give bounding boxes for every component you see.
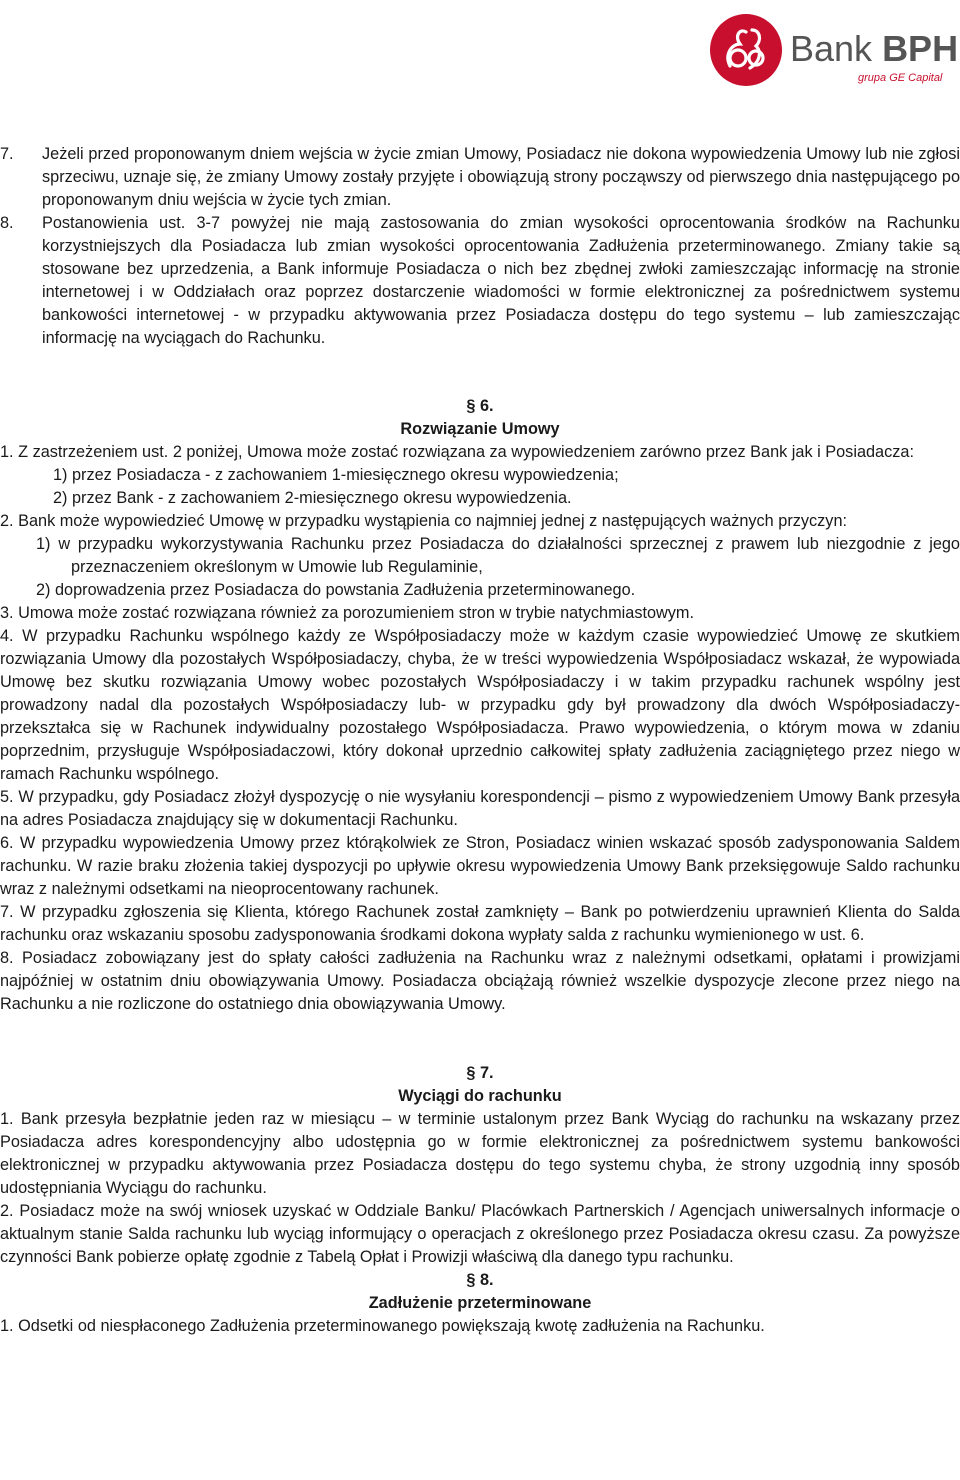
section-7-point-2: 2. Posiadacz może na swój wniosek uzyskać w Oddziale Banku/ Placówkach Partnerskich / Agencjach uniwersalnych informacje o aktualnym stanie Salda rachunku lub wyciąg informujący o operacjach z określonego przez Posiadacza okresu czasu. Za powyższe czynności Bank pobierze opłatę zgodnie z Tabelą Opłat i Prowizji właściwą dla danego typu rachunku. [0,1202,960,1266]
section-6-point-2: 2. Bank może wypowiedzieć Umowę w przypadku wystąpienia co najmniej jednej z następujących ważnych przyczyn: [0,512,848,530]
intro-point-8: 8. Postanowienia ust. 3-7 powyżej nie mają zastosowania do zmian wysokości oprocentowania środków na Rachunku korzystniejszych dla Posiadacza lub zmian wysokości oprocentowania Zadłużenia przeterminowanego. Zmiany takie są stosowane bez uprzedzenia, a Bank informuje Posiadacza o nich bez zbędnej zwłoki zamieszczając informację na stronie internetowej i w Oddziałach oraz poprzez dostarczenie wiadomości w formie elektronicznej za pośrednictwem systemu bankowości internetowej - w przypadku aktywowania przez Posiadacza dostępu do tego systemu – lub zamieszczając informację na wyciągach do Rachunku. [0,214,960,347]
logo-wordmark: Bank BPH [790,28,959,69]
logo-emblem-icon [710,14,782,86]
section-6-point-3: 3. Umowa może zostać rozwiązana również za porozumieniem stron w trybie natychmiastowym. [0,604,695,622]
document-body [0,143,960,1338]
logo-tagline: grupa GE Capital [858,72,943,84]
section-6-number: § 6. [466,397,494,415]
section-6-point-1-item-1: 1) przez Posiadacza - z zachowaniem 1-miesięcznego okresu wypowiedzenia; [53,466,619,484]
section-6-point-6: 6. W przypadku wypowiedzenia Umowy przez którąkolwiek ze Stron, Posiadacz winien wskazać sposób zadysponowania Saldem rachunku. W razie braku złożenia takiej dyspozycji po upływie okresu wypowiedzenia Umowy Bank przeksięgowuje Saldo rachunku wraz z należnymi odsetkami na nieoprocentowany rachunek. [0,834,960,898]
section-7-title: Wyciągi do rachunku [398,1087,562,1105]
section-6-point-2-item-1: 1) w przypadku wykorzystywania Rachunku przez Posiadacza do działalności sprzecznej z prawem lub niezgodnie z jego przeznaczeniem określonym w Umowie lub Regulaminie, [36,535,960,576]
section-6-title: Rozwiązanie Umowy [400,420,560,438]
section-6-point-8: 8. Posiadacz zobowiązany jest do spłaty całości zadłużenia na Rachunku wraz z należnymi odsetkami, opłatami i prowizjami najpóźniej w ostatnim dniu obowiązywania Umowy. Posiadacza obciążają również wszelkie dyspozycje zlecone przez niego na Rachunku a nie rozliczone do ostatniego dnia obowiązywania Umowy. [0,949,960,1013]
section-6-point-2-item-2: 2) doprowadzenia przez Posiadacza do powstania Zadłużenia przeterminowanego. [36,581,636,599]
section-6-point-7: 7. W przypadku zgłoszenia się Klienta, którego Rachunek został zamknięty – Bank po potwierdzeniu uprawnień Klienta do Salda rachunku oraz wskazaniu sposobu zadysponowania środkami dokona wypłaty salda z rachunku wymienionego w ust. 6. [0,903,960,944]
section-7-point-1: 1. Bank przesyła bezpłatnie jeden raz w miesiącu – w terminie ustalonym przez Bank Wyciąg do rachunku na wskazany przez Posiadacza adres korespondencyjny albo udostępnia go w formie elektronicznej za pośrednictwem systemu bankowości elektronicznej w przypadku aktywowania przez Posiadacza dostępu do tego systemu chyba, że strony uzgodnią inny sposób udostępniania Wyciągu do rachunku. [0,1110,960,1197]
section-6-point-1: 1. Z zastrzeżeniem ust. 2 poniżej, Umowa może zostać rozwiązana za wypowiedzeniem zarówno przez Bank jak i Posiadacza: [0,443,914,461]
section-7-number: § 7. [466,1064,494,1082]
section-8-title: Zadłużenie przeterminowane [368,1294,592,1312]
section-6-point-4: 4. W przypadku Rachunku wspólnego każdy ze Współposiadaczy może w każdym czasie wypowiedzieć Umowę ze skutkiem rozwiązania Umowy dla pozostałych Współposiadaczy, chyba, że w treści wypowiedzenia Współposiadacz wskazał, że wypowiada Umowę bez skutku rozwiązania Umowy wobec pozostałych Współposiadaczy i w takim przypadku rachunek wspólny jest prowadzony nadal dla pozostałych Współposiadaczy lub- w przypadku gdy był prowadzony dla dwóch Współposiadaczy- przekształca się w Rachunek indywidualny pozostałego Współposiadacza. Prawo wypowiedzenia, o którym mowa w zdaniu poprzednim, przysługuje Współposiadaczowi, który dokonał uprzednio całkowitej spłaty zadłużenia zaciągniętego przez niego w ramach Rachunku wspólnego. [0,627,960,783]
section-8-number: § 8. [466,1271,494,1289]
bank-logo [708,8,958,92]
intro-point-7: 7. Jeżeli przed proponowanym dniem wejścia w życie zmian Umowy, Posiadacz nie dokona wypowiedzenia Umowy lub nie zgłosi sprzeciwu, uznaje się, że zmiany Umowy zostały przyjęte i obowiązują strony począwszy od pierwszego dnia następującego po proponowanym dniu wejścia w życie tych zmian. [0,145,960,209]
section-8-point-1: 1. Odsetki od niespłaconego Zadłużenia przeterminowanego powiększają kwotę zadłużenia na Rachunku. [0,1317,765,1335]
section-6-point-5: 5. W przypadku, gdy Posiadacz złożył dyspozycję o nie wysyłaniu korespondencji – pismo z wypowiedzeniem Umowy Bank przesyła na adres Posiadacza znajdujący się w dokumentacji Rachunku. [0,788,960,829]
section-6-point-1-item-2: 2) przez Bank - z zachowaniem 2-miesięcznego okresu wypowiedzenia. [53,489,572,507]
